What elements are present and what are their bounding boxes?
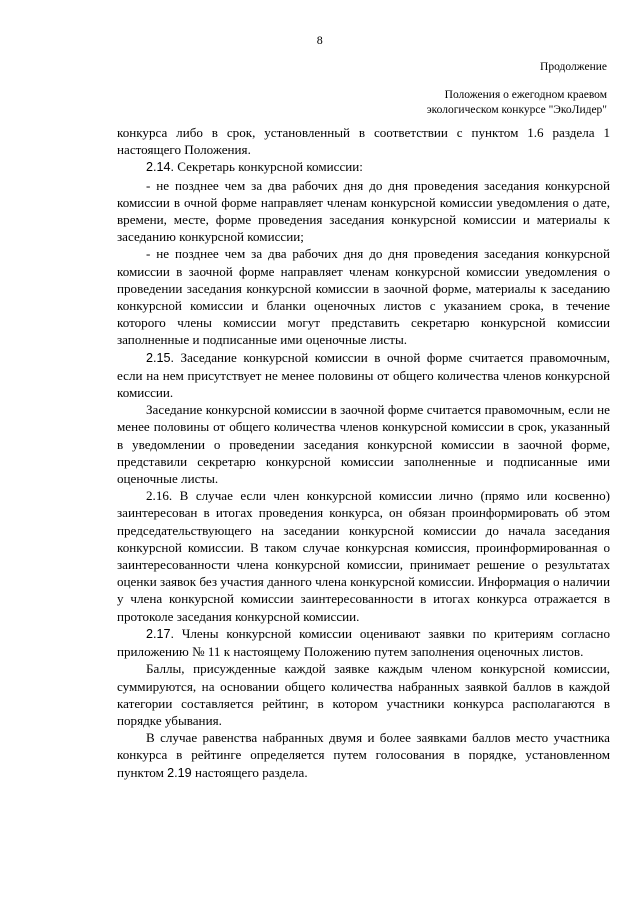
clause-text: Члены конкурсной комиссии оценивают заявки по критериям согласно приложению № 11 к настоящему Положению путем заполнения оценочных листов. [117, 625, 610, 660]
header-line-2: экологическом конкурсе "ЭкоЛидер" [426, 104, 607, 116]
paragraph-bullet-1: - не позднее чем за два рабочих дня до дня проведения заседания конкурсной комиссии в очной форме направляет членам конкурсной комиссии уведомления о дате, времени, месте, форме проведения заседания конкурсной комиссии и материалы к заседанию конкурсной комиссии; [117, 177, 610, 245]
clause-number: 2.14. [146, 160, 175, 175]
paragraph-2-16: 2.16. В случае если член конкурсной комиссии лично (прямо или косвенно) заинтересован в итогах проведения конкурса, он обязан проинформировать об этом председательствующего на заседании конкурсной комиссии до начала заседания конкурсной комиссии. В таком случае конкурсная комиссия, проинформированная о заинтересованности члена конкурсной комиссии, принимает решение о результатах оценки заявок без участия данного члена конкурсной комиссии. Информация о наличии у члена конкурсной комиссии заинтересованности в итогах конкурса отражается в протоколе заседания конкурсной комиссии. [117, 488, 610, 624]
clause-number: 2.17. [146, 626, 175, 641]
header-line-1: Положения о ежегодном краевом [444, 89, 607, 101]
clause-reference: 2.19 [167, 765, 192, 780]
document-header [367, 60, 607, 118]
paragraph-continuation: конкурса либо в срок, установленный в соответствии с пунктом 1.6 раздела 1 настоящего Положения. [117, 125, 610, 158]
page-number: 8 [316, 33, 324, 47]
clause-text: Заседание конкурсной комиссии в очной форме считается правомочным, если на нем присутствует не менее половины от общего количества членов конкурсной комиссии. [117, 349, 610, 401]
clause-text-end: настоящего раздела. [191, 764, 308, 780]
paragraph-2-17 [117, 625, 610, 660]
document-body [117, 124, 610, 782]
paragraph-absentee-quorum: Заседание конкурсной комиссии в заочной форме считается правомочным, если не менее половины от общего количества членов конкурсной комиссии в срок, указанный в уведомлении о проведении заседания конкурсной комиссии в заочной форме, представили секретарю конкурсной комиссии заполненные и подписанные ими оценочные листы. [117, 402, 610, 487]
clause-number: 2.15. [146, 350, 175, 365]
paragraph-2-14 [117, 158, 610, 176]
clause-text: В случае равенства набранных двумя и более заявками баллов место участника конкурса в рейтинге определяется путем голосования в порядке, установленном пунктом [117, 730, 610, 780]
paragraph-bullet-2: - не позднее чем за два рабочих дня до дня проведения заседания конкурсной комиссии в заочной форме направляет членам конкурсной комиссии уведомления о проведении заседания конкурсной комиссии в заочной форме, материалы к заседанию конкурсной комиссии и бланки оценочных листов с указанием срока, в течение которого члены комиссии могут представить секретарю конкурсной комиссии заполненные и подписанные ими оценочные листы. [117, 246, 610, 348]
paragraph-2-15 [117, 349, 610, 402]
paragraph-tie-break [117, 729, 610, 782]
continuation-label: Продолжение [540, 61, 607, 73]
clause-text: Секретарь конкурсной комиссии: [174, 159, 363, 175]
paragraph-scoring: Баллы, присужденные каждой заявке каждым членом конкурсной комиссии, суммируются, на основании общего количества набранных заявкой баллов в каждой категории составляется рейтинг, в котором участники конкурса располагаются в порядке убывания. [117, 661, 610, 728]
